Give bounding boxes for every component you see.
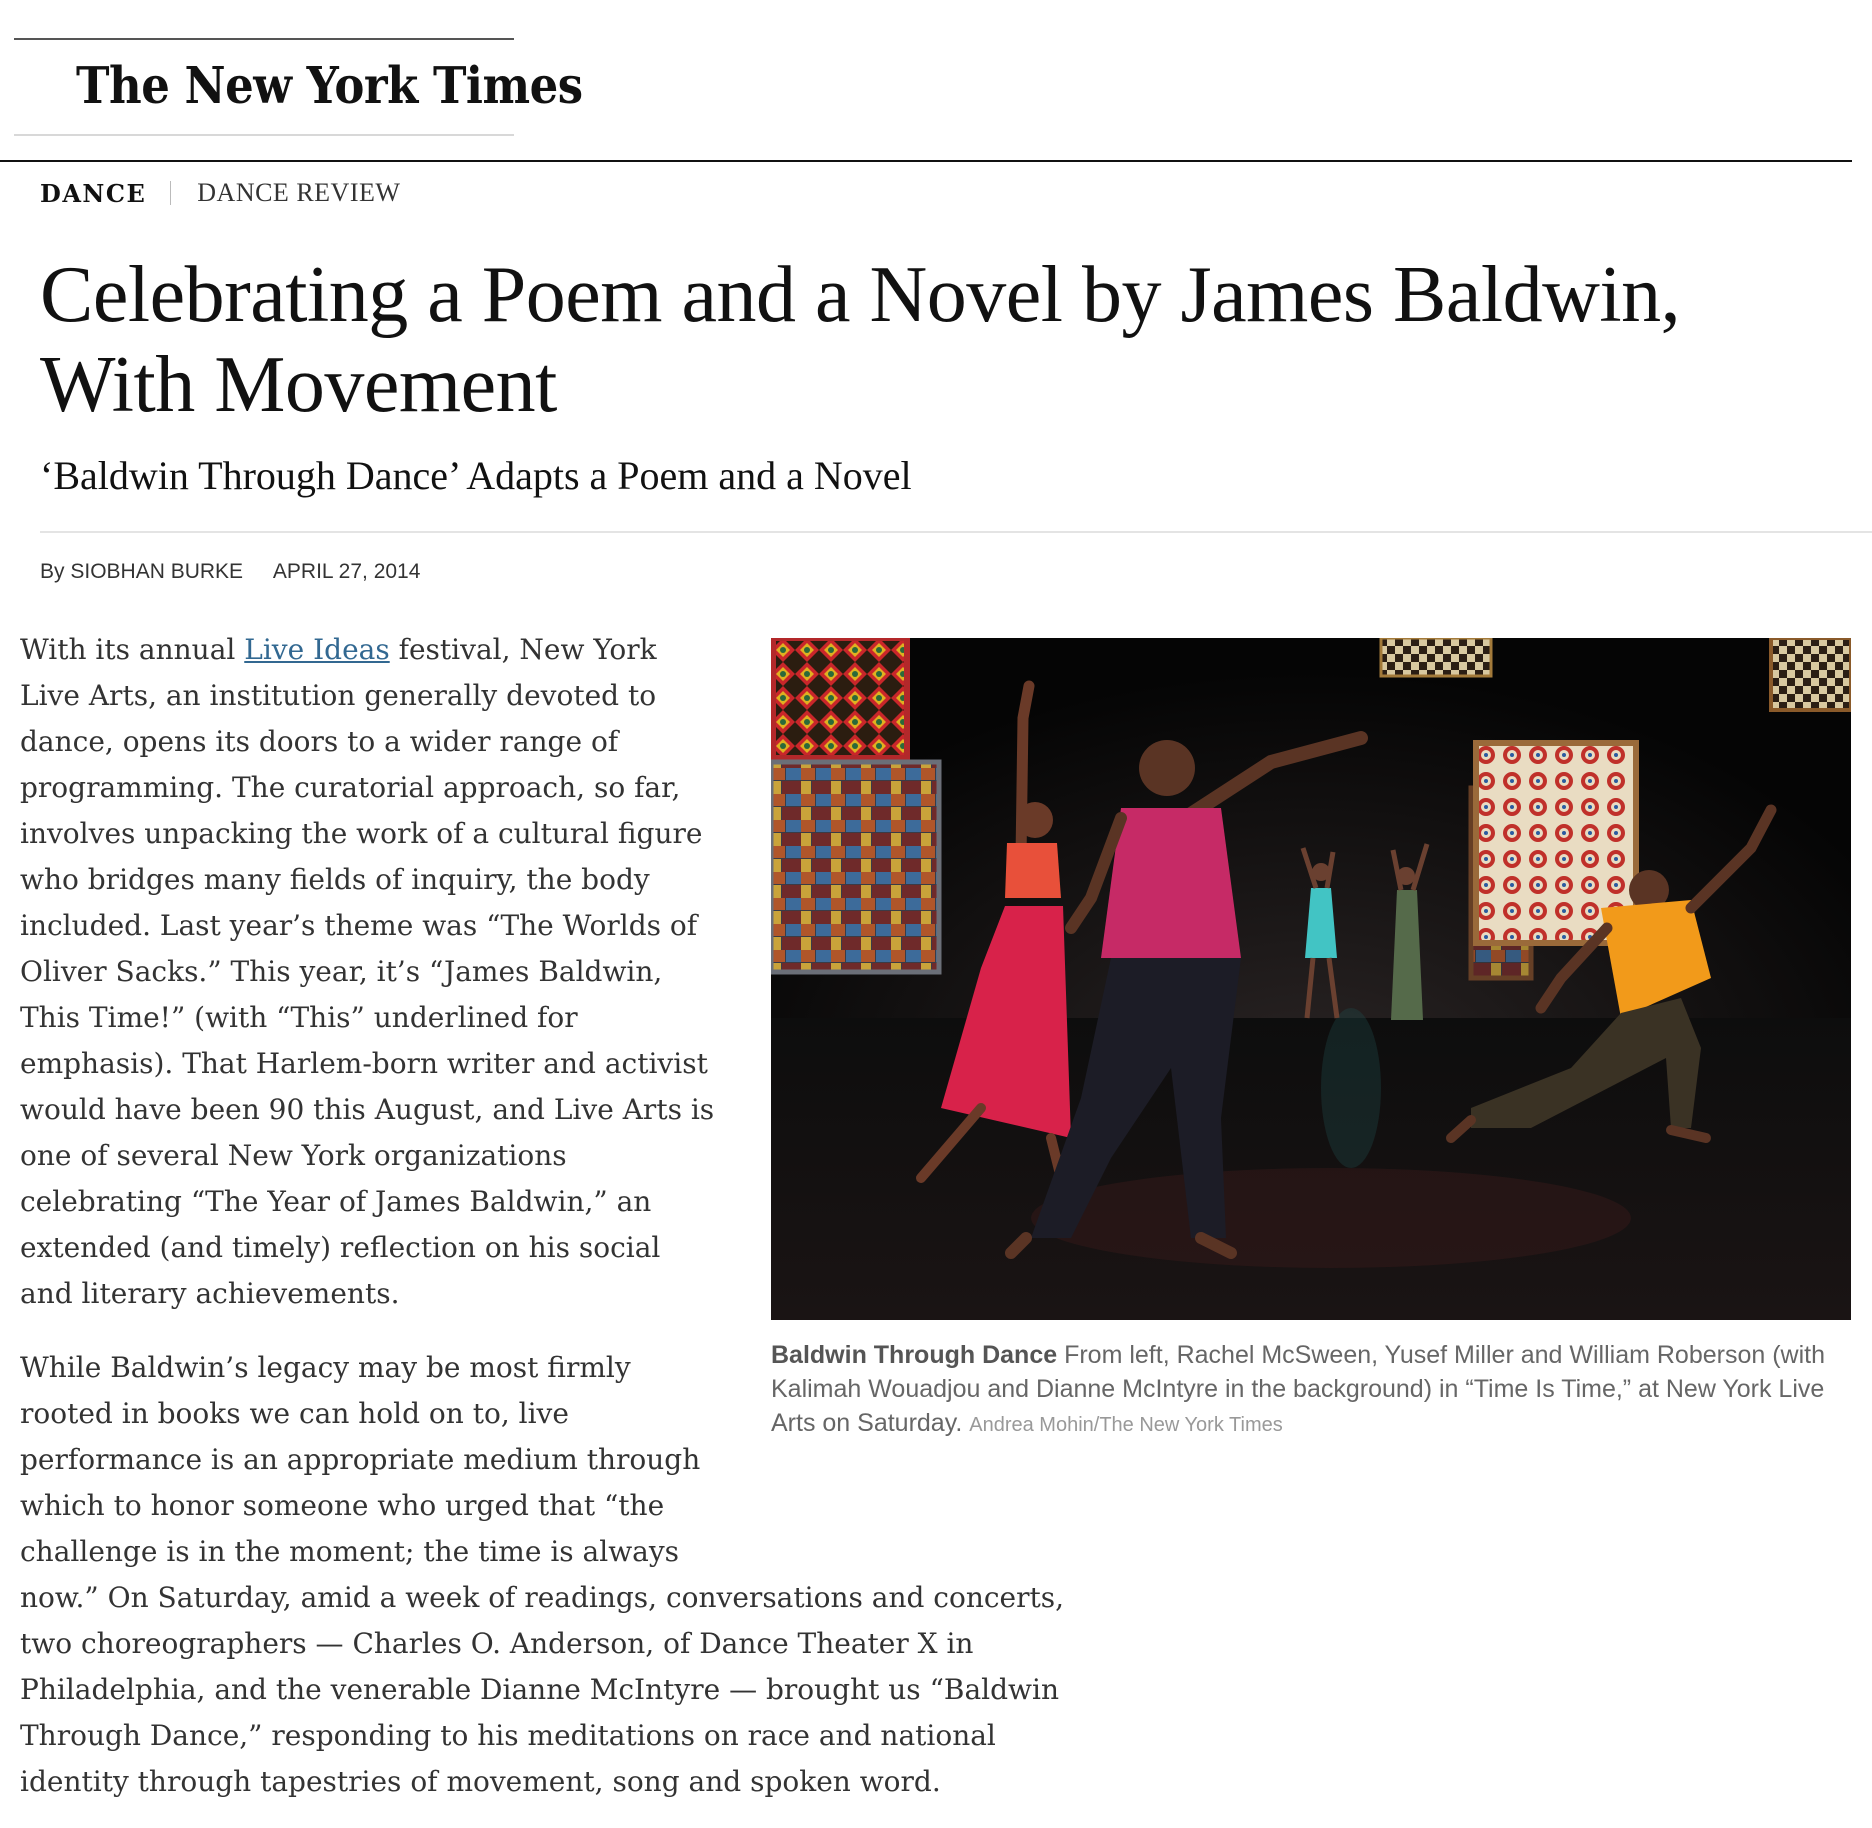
quilt-top-right	[1771, 638, 1851, 710]
headline: Celebrating a Poem and a Novel by James Baldwin, With Movement	[40, 251, 1681, 429]
article-photo[interactable]	[771, 638, 1851, 1320]
section-rule	[0, 160, 1852, 162]
paragraph-text: festival, New York Live Arts, an institution generally devoted to dance, opens its doors to a wider range of programming. The curatorial approach, so far, involves unpacking the work of a cultural figure who bridges many fields of inquiry, the body included. Last year’s theme was “The Worlds of Oliver Sacks.” This year, it’s “James Baldwin, This Time!” (with “This” underlined for emphasis). That Harlem-born writer and activist would have been 90 this August, and Live Arts is one of several New York organizations celebrating “The Year of James Baldwin,” an extended (and timely) reflection on his social and literary achievements.	[20, 633, 715, 1310]
byline	[40, 560, 420, 584]
photo-credit: Andrea Mohin/The New York Times	[969, 1414, 1283, 1436]
dek: ‘Baldwin Through Dance’ Adapts a Poem and a Novel	[40, 453, 912, 498]
publish-date: APRIL 27, 2014	[272, 560, 421, 583]
caption-text: From left, Rachel McSween, Yusef Miller and William Roberson (with Kalimah Wouadjou and Dianne McIntyre in the background) in “Time Is Time,” at New York Live Arts on Saturday.	[771, 1341, 1825, 1437]
caption-title: Baldwin Through Dance	[771, 1341, 1058, 1369]
kicker-separator	[170, 181, 171, 205]
story-paragraph-continued: now.” On Saturday, amid a week of readings, conversations and concerts, two choreographers — Charles O. Anderson, of Dance Theater X in Philadelphia, and the venerable Dianne McIntyre — brought us “Baldwin Through Dance,” responding to his meditations on race and national identity through tapestries of movement, song and spoken word.	[20, 1581, 1065, 1798]
quilt-left	[771, 762, 939, 972]
subsection-link-dance-review[interactable]: DANCE REVIEW	[197, 178, 401, 207]
masthead-top-rule	[14, 38, 514, 40]
masthead-bottom-rule	[14, 134, 514, 136]
nyt-logo[interactable]: The New York Times	[76, 56, 583, 116]
live-ideas-link[interactable]: Live Ideas	[244, 633, 390, 666]
story-paragraph: While Baldwin’s legacy may be most firmly rooted in books we can hold on to, live performance is an appropriate medium through which to honor someone who urged that “the challenge is in the moment; the time is always	[20, 1351, 701, 1568]
quilt-top-left	[773, 638, 907, 758]
photo-caption	[771, 1338, 1851, 1442]
byline-prefix: By	[40, 560, 65, 583]
story-paragraph	[20, 627, 720, 1317]
dek-rule	[40, 531, 1872, 533]
paragraph-text: With its annual	[20, 633, 245, 666]
author-link[interactable]: SIOBHAN BURKE	[70, 560, 244, 583]
section-link-dance[interactable]: DANCE	[40, 178, 147, 208]
kicker	[40, 178, 400, 208]
dance-performance-image	[771, 638, 1851, 1320]
quilt-top-center	[1381, 638, 1491, 676]
